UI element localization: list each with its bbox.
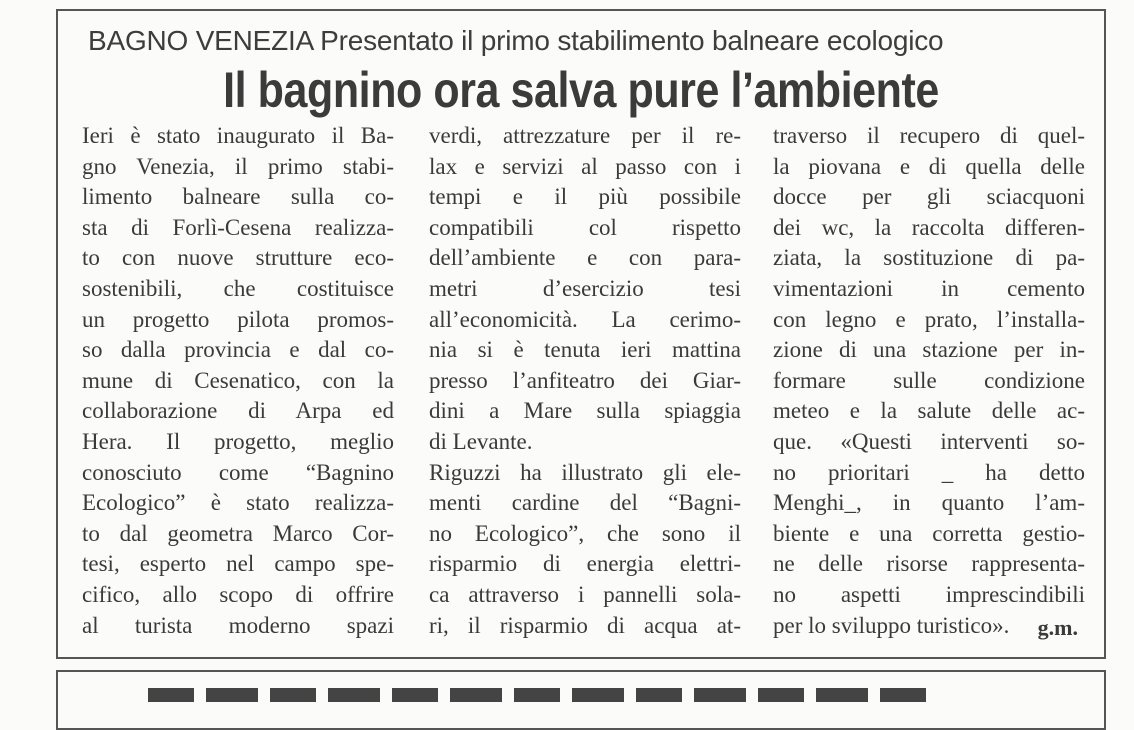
article-line: no prioritari _ ha detto — [773, 459, 1085, 485]
article-line: verdi, attrezzature per il re- — [429, 123, 741, 148]
article-line: zione di una stazione per in- — [773, 337, 1085, 363]
article-line: un progetto pilota promos- — [82, 306, 394, 332]
article-line: presso l’anfiteatro dei Giar- — [429, 367, 741, 393]
article-line: docce per gli sciacquoni — [773, 184, 1085, 210]
article-line: Ecologico” è stato realizza- — [82, 490, 394, 516]
article-line: Menghi_, in quanto l’am- — [773, 490, 1085, 516]
article-line: Hera. Il progetto, meglio — [82, 428, 394, 454]
article-line: Riguzzi ha illustrato gli ele- — [429, 459, 741, 485]
next-article-box — [56, 670, 1106, 730]
article-line: limento balneare sulla co- — [82, 184, 394, 210]
article-line: Ieri è stato inaugurato il Ba- — [82, 123, 394, 148]
article-line: tempi e il più possibile — [429, 184, 741, 210]
article-line: so dalla provincia e dal co- — [82, 337, 394, 363]
article-line: menti cardine del “Bagni- — [429, 490, 741, 516]
article-line: no Ecologico”, che sono il — [429, 520, 741, 546]
article-line: sta di Forlì-Cesena realizza- — [82, 214, 394, 240]
article-line: mune di Cesenatico, con la — [82, 367, 394, 393]
article-line: biente e una corretta gestio- — [773, 520, 1085, 546]
article-line: ri, il risparmio di acqua at- — [429, 612, 741, 638]
article-line: collaborazione di Arpa ed — [82, 398, 394, 424]
article-line: ne delle risorse rappresenta- — [773, 551, 1085, 577]
article-line: di Levante. — [429, 428, 533, 454]
article-signature: g.m. — [1037, 615, 1078, 640]
article-line: all’economicità. La cerimo- — [429, 306, 741, 332]
article-column-1 — [82, 121, 394, 641]
article-line: risparmio di energia elettri- — [429, 551, 741, 577]
article-line: formare sulle condizione — [773, 367, 1085, 393]
article-line: con legno e prato, l’installa- — [773, 306, 1085, 332]
article-line: vimentazioni in cemento — [773, 275, 1085, 301]
article-line: conosciuto come “Bagnino — [82, 459, 394, 485]
article-line: sostenibili, che costituisce — [82, 275, 394, 301]
article-line: ca attraverso i pannelli sola- — [429, 581, 741, 607]
article-line: cifico, allo scopo di offrire — [82, 581, 394, 607]
article-line: to con nuove strutture eco- — [82, 245, 394, 271]
article-line: nia si è tenuta ieri mattina — [429, 337, 741, 363]
article-line: lax e servizi al passo con i — [429, 153, 741, 179]
article-line: al turista moderno spazi — [82, 612, 394, 638]
article-line: compatibili col rispetto — [429, 214, 741, 240]
article-line: per lo sviluppo turistico». — [773, 612, 1010, 638]
article-line: la piovana e di quella delle — [773, 153, 1085, 179]
article-headline: Il bagnino ora salva pure l’ambiente — [223, 62, 939, 118]
article-line: gno Venezia, il primo stabi- — [82, 153, 394, 179]
article-line: dell’ambiente e con para- — [429, 245, 741, 271]
article-column-2 — [429, 121, 741, 641]
article-line: que. «Questi interventi so- — [773, 428, 1085, 454]
article-line: dei wc, la raccolta differen- — [773, 214, 1085, 240]
article-line: traverso il recupero di quel- — [773, 123, 1085, 148]
next-article-title-cropped — [148, 688, 928, 702]
article-line: to dal geometra Marco Cor- — [82, 520, 394, 546]
article-box — [56, 9, 1106, 659]
article-line: metri d’esercizio tesi — [429, 275, 741, 301]
article-line: ziata, la sostituzione di pa- — [773, 245, 1085, 271]
article-column-3 — [773, 121, 1085, 641]
article-line: dini a Mare sulla spiaggia — [429, 398, 741, 424]
article-kicker: BAGNO VENEZIA Presentato il primo stabilimento balneare ecologico — [88, 25, 944, 56]
article-line: tesi, esperto nel campo spe- — [82, 551, 394, 577]
article-line: meteo e la salute delle ac- — [773, 398, 1085, 424]
article-line: no aspetti imprescindibili — [773, 581, 1085, 607]
